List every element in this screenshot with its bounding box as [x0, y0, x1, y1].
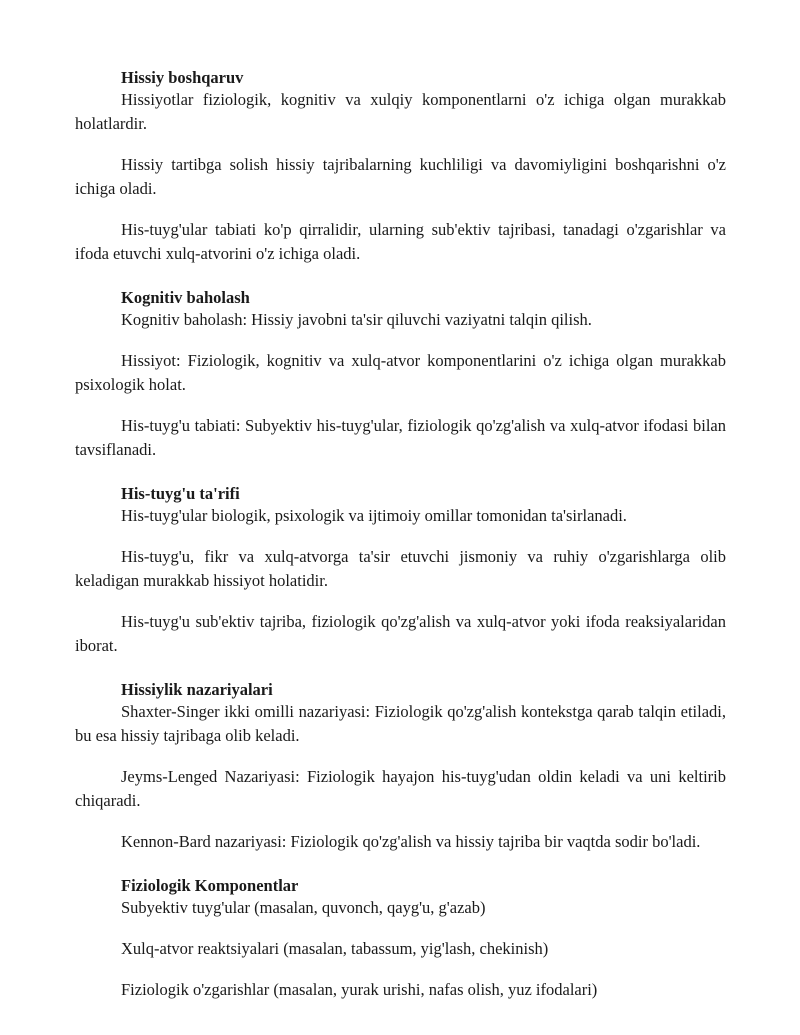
paragraph: Hissiyot: Fiziologik, kognitiv va xulq-atvor komponentlarini o'z ichiga olgan murakkab psixologik holat.	[75, 351, 726, 394]
section-kognitiv-baholash	[75, 287, 726, 462]
paragraph: Fiziologik o'zgarishlar (masalan, yurak urishi, nafas olish, yuz ifodalari)	[121, 980, 598, 999]
paragraph: His-tuyg'u, fikr va xulq-atvorga ta'sir etuvchi jismoniy va ruhiy o'zgarishlarga olib keladigan murakkab hissiyot holatidir.	[75, 547, 726, 590]
section-his-tuygu-tarifi	[75, 483, 726, 658]
section-fiziologik-komponentlar	[75, 875, 726, 1002]
section-heading: Kognitiv baholash	[121, 288, 250, 307]
section-heading: Fiziologik Komponentlar	[121, 876, 299, 895]
section-heading: Hissiylik nazariyalari	[121, 680, 273, 699]
paragraph: His-tuyg'u tabiati: Subyektiv his-tuyg'ular, fiziologik qo'zg'alish va xulq-atvor ifodasi bilan tavsiflanadi.	[75, 416, 726, 459]
paragraph: Hissiy tartibga solish hissiy tajribalarning kuchliligi va davomiyligini boshqarishni o'z ichiga oladi.	[75, 155, 726, 198]
paragraph: His-tuyg'ular biologik, psixologik va ijtimoiy omillar tomonidan ta'sirlanadi.	[121, 506, 627, 525]
paragraph: Kennon-Bard nazariyasi: Fiziologik qo'zg'alish va hissiy tajriba bir vaqtda sodir bo'ladi.	[121, 832, 701, 851]
section-hissiy-boshqaruv	[75, 67, 726, 266]
paragraph: His-tuyg'ular tabiati ko'p qirralidir, ularning sub'ektiv tajribasi, tanadagi o'zgarishlar va ifoda etuvchi xulq-atvorini o'z ichiga oladi.	[75, 220, 726, 263]
paragraph: Jeyms-Lenged Nazariyasi: Fiziologik hayajon his-tuyg'udan oldin keladi va uni keltirib chiqaradi.	[75, 767, 726, 810]
paragraph: Hissiyotlar fiziologik, kognitiv va xulqiy komponentlarni o'z ichiga olgan murakkab holatlardir.	[75, 90, 726, 133]
paragraph: His-tuyg'u sub'ektiv tajriba, fiziologik qo'zg'alish va xulq-atvor yoki ifoda reaksiyalaridan iborat.	[75, 612, 726, 655]
document-body	[75, 67, 726, 1023]
paragraph: Kognitiv baholash: Hissiy javobni ta'sir qiluvchi vaziyatni talqin qilish.	[121, 310, 592, 329]
section-hissiylik-nazariyalari	[75, 679, 726, 854]
section-heading: Hissiy boshqaruv	[121, 68, 244, 87]
paragraph: Xulq-atvor reaktsiyalari (masalan, tabassum, yig'lash, chekinish)	[121, 939, 549, 958]
paragraph: Shaxter-Singer ikki omilli nazariyasi: Fiziologik qo'zg'alish kontekstga qarab talqin etiladi, bu esa hissiy tajribaga olib keladi.	[75, 702, 726, 745]
paragraph: Subyektiv tuyg'ular (masalan, quvonch, qayg'u, g'azab)	[121, 898, 486, 917]
section-heading: His-tuyg'u ta'rifi	[121, 484, 240, 503]
